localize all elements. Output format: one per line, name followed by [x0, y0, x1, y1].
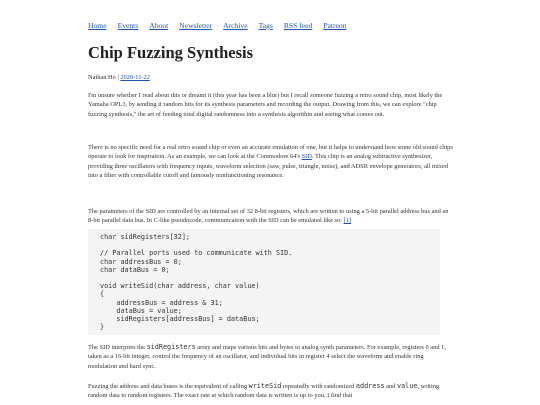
code-line: } [100, 323, 105, 332]
registers-paragraph-text: The parameters of the SID are controlled by an internal set of 32 8-bit registers, which are written to using a 5-bit parallel address bus and an 8-bit parallel data bus. In C-like pseudocode, communication with the SID can be emulated like so: [88, 208, 449, 225]
post-author: Nathan Ho [88, 74, 116, 81]
nav-events-link[interactable]: Events [117, 21, 139, 30]
intro-paragraph: I'm unsure whether I read about this or dreamt it (this year has been a blur) but I recall someone fuzzing a retro sound chip, most likely the Yamaha OPL3, by sending it random bits for its synthesis parameters and recording the output. Drawing from this, we can explore "chip fuzzing synthesis," the art of feeding total digital randomness into a synthesis algorithm and seeing what comes out. [88, 92, 443, 118]
inline-code-address: address [355, 382, 385, 390]
code-line: void writeSid(char address, char value) [100, 282, 260, 291]
sid-link[interactable]: SID [301, 153, 312, 161]
byline-separator: | [115, 74, 121, 81]
nav-rss-feed-link[interactable]: RSS feed [283, 21, 313, 30]
code-line: dataBus = value; [100, 306, 182, 315]
nav-about-link[interactable]: About [149, 21, 169, 30]
interpretation-paragraph [88, 343, 454, 371]
fuzzing-text-4: , writing random data to random registers. The exact rate at which random data is written is up to you. I find that [88, 383, 440, 400]
nav-home-link[interactable]: Home [88, 21, 107, 30]
sid-paragraph-text-1: There is no specific need for a real retro sound chip or even an accurate emulation of one, but it helps to understand how some old sound chips operate to look for inspiration. As an example, we can look at the Commodore 64's [88, 144, 453, 161]
fuzzing-text-2: repeatedly with randomized [281, 383, 356, 390]
code-block [88, 229, 440, 335]
interpretation-text-1: The SID interprets the [88, 344, 147, 351]
sid-paragraph-text-2: . This chip is an analog subtractive synthesizer, providing three oscillators with frequency inputs, waveform selection (saw, pulse, triangle, noise), and ADSR envelope generators, all mixed into a filter with controllable cutoff and famously nonfunctioning resonance. [88, 153, 449, 179]
code-line: // Parallel ports used to communicate with SID. [100, 249, 293, 258]
post-title: Chip Fuzzing Synthesis [88, 43, 254, 62]
interpretation-text-2: array and maps various bits and bytes to analog synth parameters. For example, registers 0 and 1, taken as a 16-bit integer, control the frequency of an oscillator, and individual bits in register 4 select the waveform and enable ring modulation and hard sync. [88, 344, 446, 370]
code-line: { [100, 290, 105, 299]
code-line: char sidRegisters[32]; [100, 233, 191, 241]
post-byline [88, 74, 150, 81]
sid-paragraph [88, 143, 454, 180]
fuzzing-text-1: Fuzzing the address and data buses is the equivalent of calling [88, 383, 249, 390]
nav-newsletter-link[interactable]: Newsletter [179, 21, 213, 30]
inline-code-value: value [396, 382, 418, 390]
post-date-link[interactable]: 2020-11-22 [120, 74, 150, 81]
nav-archive-link[interactable]: Archive [223, 21, 248, 30]
registers-paragraph [88, 207, 454, 226]
nav-tags-link[interactable]: Tags [258, 21, 273, 30]
inline-code-sidregisters: sidRegisters [146, 343, 196, 351]
code-listing [88, 229, 440, 335]
inline-code-writesid: writeSid [248, 382, 282, 390]
code-line: addressBus = address & 31; [100, 298, 223, 307]
nav-patreon-link[interactable]: Patreon [323, 21, 347, 30]
code-line: char addressBus = 0; [100, 257, 182, 266]
fuzzing-text-3: and [384, 383, 397, 390]
code-line: char dataBus = 0; [100, 265, 170, 274]
top-nav [88, 21, 347, 30]
footnote-1-link[interactable]: [1] [343, 217, 352, 225]
code-line: sidRegisters[addressBus] = dataBus; [100, 315, 260, 324]
fuzzing-paragraph [88, 382, 454, 401]
